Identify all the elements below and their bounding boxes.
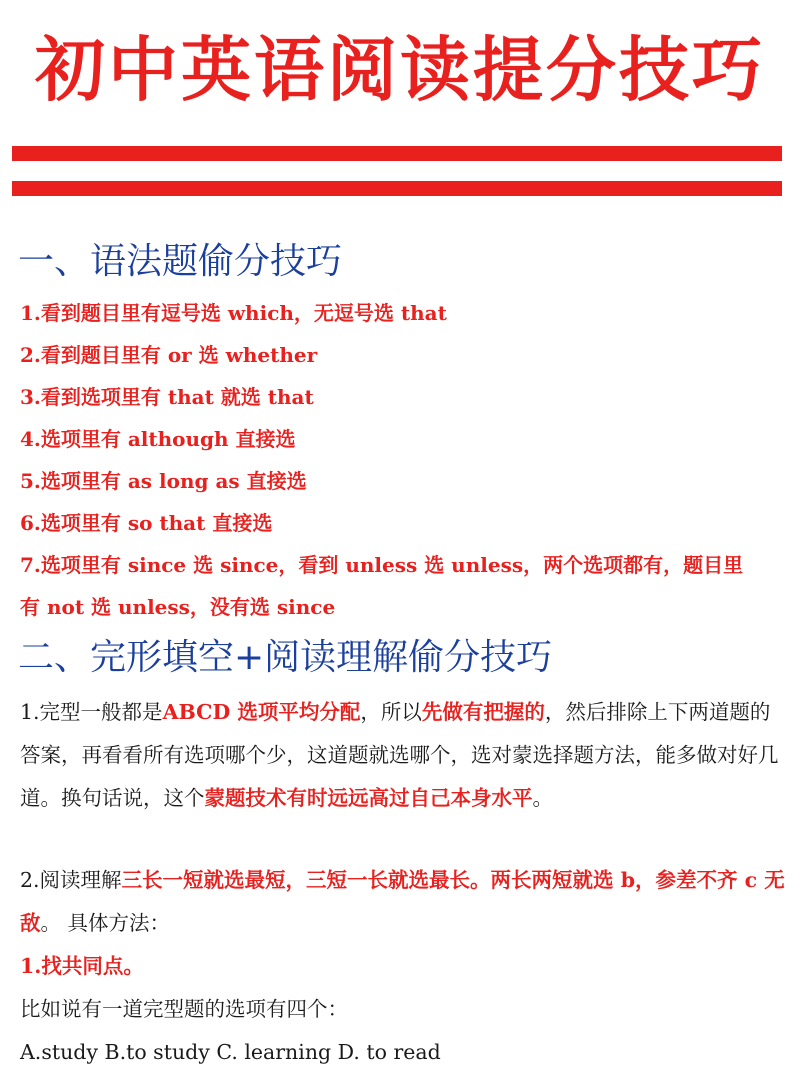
example-intro: 比如说有一道完型题的选项有四个： — [20, 997, 348, 1021]
example-options: A.study B.to study C. learning D. to read — [20, 1040, 441, 1064]
grammar-tip: 有 not 选 unless，没有选 since — [20, 595, 336, 619]
grammar-tip: 6.选项里有 so that 直接选 — [20, 511, 273, 535]
title-divider-bottom — [12, 181, 782, 196]
text-run: ，所以 — [360, 700, 422, 724]
grammar-tip: 5.选项里有 as long as 直接选 — [20, 469, 307, 493]
grammar-tips-list — [20, 292, 785, 628]
point-heading: 1.找共同点。 — [20, 954, 144, 978]
grammar-tip: 4.选项里有 although 直接选 — [20, 427, 296, 451]
page-title: 初中英语阅读提分技巧 — [35, 29, 765, 111]
grammar-tip: 2.看到题目里有 or 选 whether — [20, 343, 318, 367]
text-run: 2.阅读理解 — [20, 868, 122, 892]
reading-tip-paragraph — [20, 859, 785, 945]
highlight-text: 先做有把握的 — [421, 700, 545, 724]
section1-heading: 一、语法题偷分技巧 — [18, 241, 343, 282]
grammar-tip: 3.看到选项里有 that 就选 that — [20, 385, 314, 409]
text-run: ，然后排除上下两道题的答案，再看看所有选项哪个少，这道题就选哪个，选对蒙选择题方法，能多做对好几道。换句话说，这个 — [20, 700, 779, 810]
section2-heading: 二、完形填空+阅读理解偷分技巧 — [18, 637, 553, 678]
highlight-text: ABCD 选项平均分配 — [162, 700, 361, 724]
highlight-text: 蒙题技术有时远远高过自己本身水平 — [204, 786, 533, 810]
text-run: 1.完型一般都是 — [20, 700, 163, 724]
cloze-tip-paragraph — [20, 691, 785, 820]
text-run: 。 — [532, 786, 553, 810]
title-divider-top — [12, 146, 782, 161]
text-run: 。 具体方法： — [40, 911, 171, 935]
highlight-text: 三长一短就选最短，三短一长就选最长。两长两短就选 b，参差不齐 c 无敌 — [20, 868, 785, 935]
grammar-tip: 7.选项里有 since 选 since，看到 unless 选 unless，两个选项都有，题目里 — [20, 553, 744, 577]
grammar-tip: 1.看到题目里有逗号选 which，无逗号选 that — [20, 301, 447, 325]
